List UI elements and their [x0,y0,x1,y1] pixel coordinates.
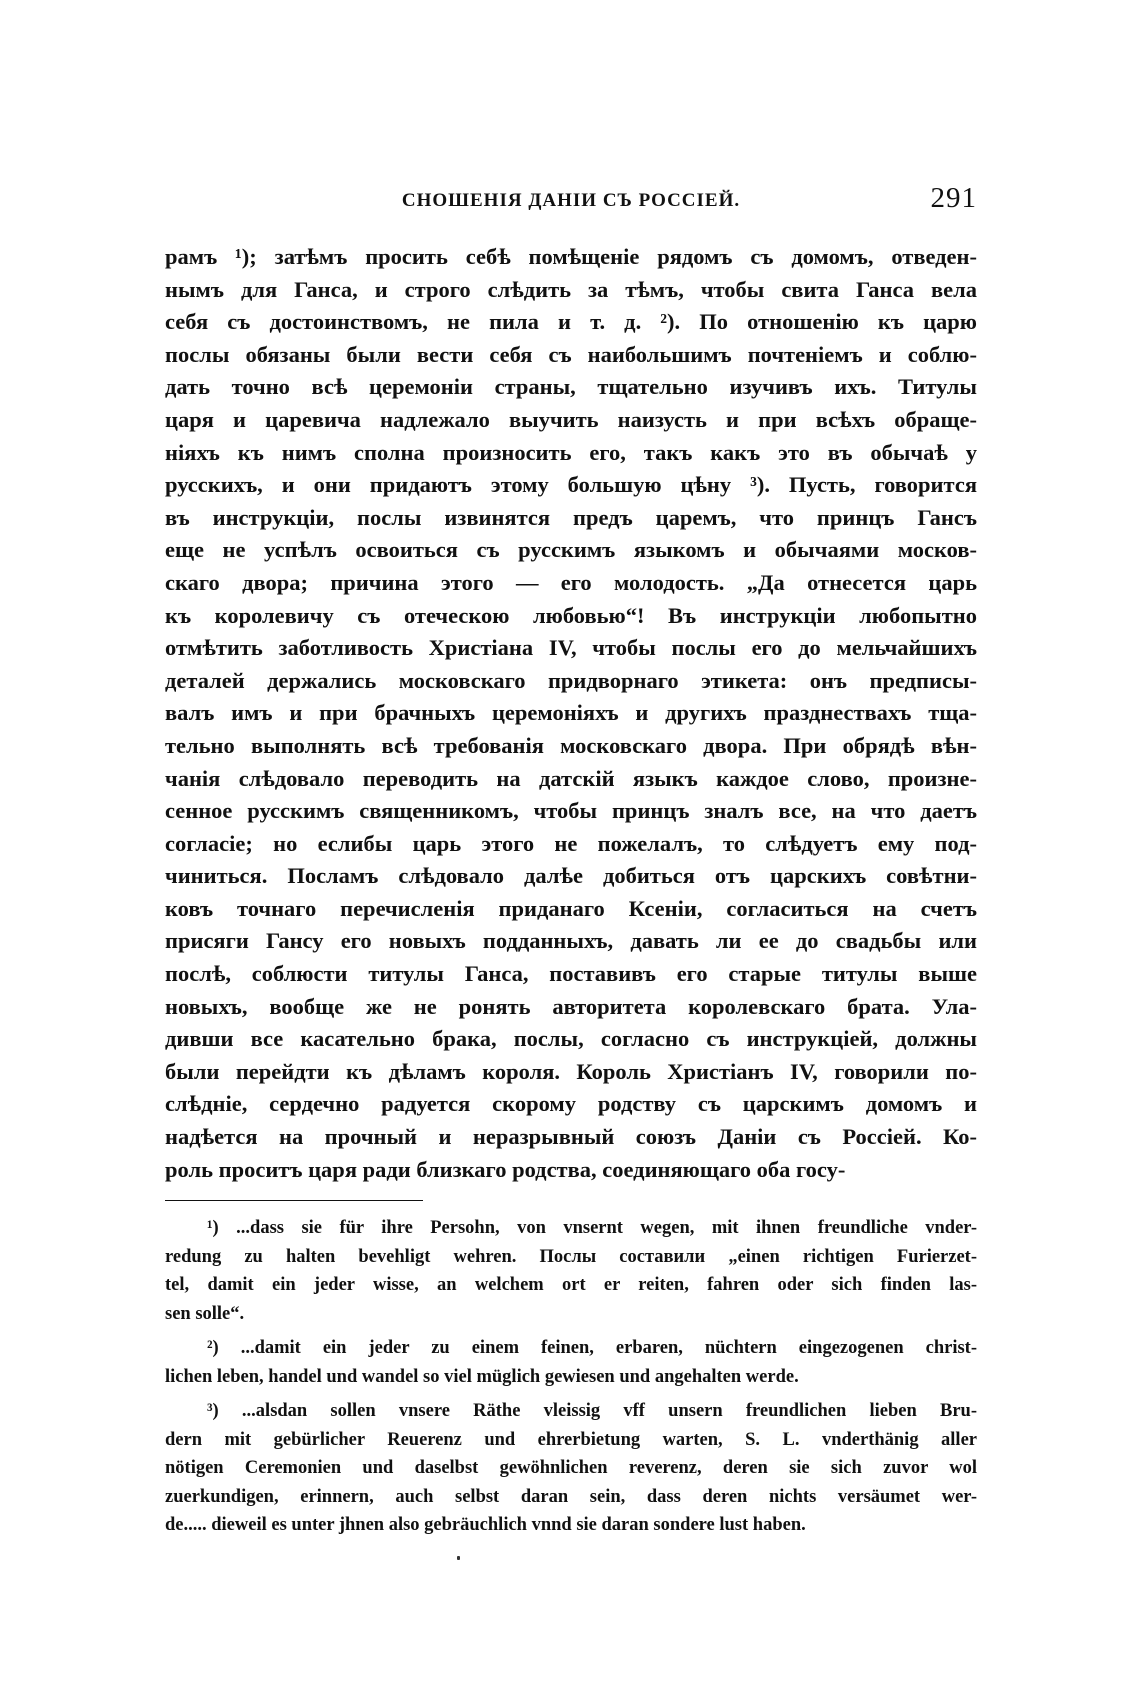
text-line: присяги Гансу его новыхъ подданныхъ, давать ли ее до свадьбы или [165,928,977,954]
text-line: тельно выполнять всѣ требованія московскаго двора. При обрядѣ вѣн- [165,732,977,758]
footnote-1 [165,1214,977,1328]
text-line: чиниться. Посламъ слѣдовало далѣе добиться отъ царскихъ совѣтни- [165,863,977,889]
text-line: новыхъ, вообще же не ронять авторитета королевскаго брата. Ула- [165,993,977,1019]
text-line: слѣдніе, сердечно радуется скорому родству съ царскимъ домомъ и [165,1091,977,1117]
text-line: ніяхъ къ нимъ сполна произносить его, такъ какъ это въ обычаѣ у [165,439,977,465]
page-number: 291 [930,182,977,214]
text-line: себя съ достоинствомъ, не пила и т. д. ²). По отношенію къ царю [165,309,977,335]
footnote-3 [165,1397,977,1540]
text-line: нымъ для Ганса, и строго слѣдить за тѣмъ, чтобы свита Ганса вела [165,276,977,302]
text-line: царя и царевича надлежало выучить наизусть и при всѣхъ обраще- [165,406,977,432]
text-line: послы обязаны были вести себя съ наибольшимъ почтеніемъ и соблю- [165,341,977,367]
text-line: деталей держались московскаго придворнаго этикета: онъ предписы- [165,667,977,693]
footnote-line: zuerkundigen, erinnern, auch selbst daran sein, dass deren nichts versäumet wer- [165,1486,977,1507]
footnote-line: dern mit gebürlicher Reuerenz und ehrerbietung warten, S. L. vnderthänig aller [165,1429,977,1450]
footnote-rule [165,1200,423,1201]
text-line: чанія слѣдовало переводить на датскій языкъ каждое слово, произне- [165,765,977,791]
footnote-line: de..... dieweil es unter jhnen also gebräuchlich vnnd sie daran sondere lust haben. [165,1515,806,1535]
text-line: сенное русскимъ священникомъ, чтобы принцъ зналъ все, на что даетъ [165,798,977,824]
text-line: скаго двора; причина этого — его молодость. „Да отнесется царь [165,569,977,595]
text-line: валъ имъ и при брачныхъ церемоніяхъ и другихъ празднествахъ тща- [165,700,977,726]
footnote-line: ²) ...damit ein jeder zu einem feinen, erbaren, nüchtern eingezogenen christ- [207,1338,977,1358]
footnote-line: ¹) ...dass sie für ihre Persohn, von vnsernt wegen, mit ihnen freundliche vnder- [207,1218,977,1238]
footnote-line: tel, damit ein jeder wisse, an welchem ort er reiten, fahren oder sich finden las- [165,1275,977,1295]
text-line: русскихъ, и они придаютъ этому большую цѣну ³). Пусть, говорится [165,472,977,498]
text-line: дивши все касательно брака, послы, согласно съ инструкціей, должны [165,1026,977,1052]
text-line: въ инструкціи, послы извинятся предъ царемъ, что принцъ Гансъ [165,504,977,530]
text-line: рамъ ¹); затѣмъ просить себѣ помѣщеніе рядомъ съ домомъ, отведен- [165,244,977,269]
text-line: отмѣтить заботливость Христіана IV, чтобы послы его до мельчайшихъ [165,635,977,661]
text-line: еще не успѣлъ освоиться съ русскимъ языкомъ и обычаями москов- [165,537,977,563]
text-line: послѣ, соблюсти титулы Ганса, поставивъ его старые титулы выше [165,961,977,987]
footnote-line: sen solle“. [165,1303,245,1324]
main-text [165,241,977,1186]
text-line: къ королевичу съ отеческою любовью“! Въ инструкціи любопытно [165,602,977,628]
footnote-line: redung zu halten bevehligt wehren. Послы составили „einen richtigen Furierzet- [165,1246,977,1267]
text-line: дать точно всѣ церемоніи страны, тщательно изучивъ ихъ. Титулы [165,374,977,400]
footnote-line: nötigen Ceremonien und daselbst gewöhnlichen reverenz, deren sie sich zuvor wol [165,1458,977,1478]
running-header [165,182,977,222]
footnotes [165,1214,977,1546]
print-speck [457,1556,460,1560]
text-line: роль проситъ царя ради близкаго родства, соединяющаго оба госу- [165,1156,846,1182]
running-title: СНОШЕНІЯ ДАНІИ СЪ РОССІЕЙ. [401,190,741,211]
footnote-2 [165,1334,977,1391]
text-line: были перейдти къ дѣламъ короля. Король Христіанъ IV, говорили по- [165,1058,977,1084]
footnote-line: lichen leben, handel und wandel so viel müglich gewiesen und angehalten werde. [165,1366,799,1387]
text-line: надѣется на прочный и неразрывный союзъ Даніи съ Россіей. Ко- [165,1124,977,1150]
text-line: согласіе; но еслибы царь этого не пожелалъ, то слѣдуетъ ему под- [165,830,977,856]
footnote-line: ³) ...alsdan sollen vnsere Räthe vleissig vff unsern freundlichen lieben Bru- [207,1401,977,1421]
text-line: ковъ точнаго перечисленія приданаго Ксеніи, согласиться на счетъ [165,895,977,921]
